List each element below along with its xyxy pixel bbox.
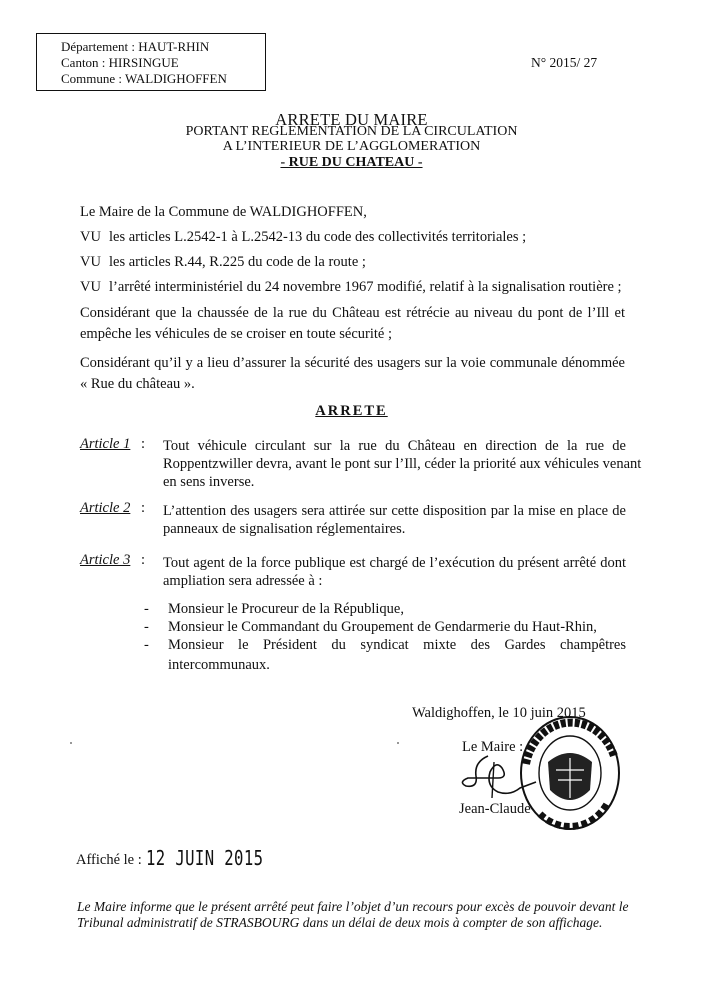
posted-label: Affiché le : [76, 852, 142, 868]
commune-line: Commune : WALDIGHOFFEN [61, 71, 227, 86]
vu-label: VU [80, 229, 101, 245]
vu-text-3: l’arrêté interministériel du 24 novembre 1967 modifié, relatif à la signalisation routière ; [109, 279, 622, 295]
departement-line: Département : HAUT-RHIN [61, 39, 210, 54]
article-1-colon: : [141, 436, 146, 452]
street-name: - RUE DU CHATEAU - [280, 155, 423, 170]
article-3-text [163, 554, 626, 590]
vu-line-2 [80, 254, 366, 271]
article-1-label: Article 1 [80, 436, 131, 452]
article-1-line-1: Tout véhicule circulant sur la rue du Château en direction de la rue de [163, 438, 626, 454]
subtitle-line-3 [0, 155, 703, 171]
recipient-3-line-1: Monsieur le Président du syndicat mixte des Gardes champêtres [168, 637, 626, 653]
vu-label: VU [80, 254, 101, 270]
vu-label: VU [80, 279, 101, 295]
article-2-text [163, 502, 626, 538]
recipient-3-dash: - [144, 637, 149, 653]
article-1-line-3: en sens inverse. [163, 474, 255, 490]
recipient-3-line-2: intercommunaux. [168, 657, 270, 673]
article-2-line-1: L’attention des usagers sera attirée sur cette disposition par la mise en place de [163, 503, 626, 519]
considerant-2-line-1: Considérant qu’il y a lieu d’assurer la sécurité des usagers sur la voie communale dénommée [80, 355, 625, 371]
arrete-heading [0, 403, 703, 420]
considerant-2-line-2: « Rue du château ». [80, 376, 195, 392]
reference-number: N° 2015/ 27 [531, 55, 598, 70]
considerant-1-line-1: Considérant que la chaussée de la rue du Château est rétrécie au niveau du pont de l’Ill et [80, 305, 625, 321]
place-date: Waldighoffen, le 10 juin 2015 [412, 705, 586, 721]
article-2-line-2: panneaux de signalisation réglementaires. [163, 521, 406, 537]
article-3-colon: : [141, 552, 146, 568]
preamble-intro: Le Maire de la Commune de WALDIGHOFFEN, [80, 204, 367, 220]
vu-text-1: les articles L.2542-1 à L.2542-13 du code des collectivités territoriales ; [109, 229, 527, 245]
scan-speck [397, 742, 399, 744]
signatory-title: Le Maire : [462, 739, 524, 755]
recipient-1: Monsieur le Procureur de la République, [168, 601, 404, 617]
appeal-notice [77, 899, 629, 930]
recipient-2: Monsieur le Commandant du Groupement de Gendarmerie du Haut-Rhin, [168, 619, 597, 635]
appeal-notice-line-1: Le Maire informe que le présent arrêté peut faire l’objet d’un recours pour excès de pouvoir devant le [77, 899, 629, 914]
signatory-name: Jean-Claude [459, 801, 531, 817]
appeal-notice-line-2: Tribunal administratif de STRASBOURG dans un délai de deux mois à compter de son affichage. [77, 914, 603, 930]
article-2-colon: : [141, 500, 146, 516]
header-box [36, 33, 266, 91]
subtitle-line-2: A L’INTERIEUR DE L’AGGLOMERATION [222, 139, 481, 154]
recipient-1-dash: - [144, 601, 149, 617]
article-3-line-2: ampliation sera adressée à : [163, 573, 323, 589]
article-1-line-2: Roppentzwiller devra, avant le pont sur l’Ill, céder la priorité aux véhicules venant [163, 456, 642, 472]
vu-line-3 [80, 279, 622, 296]
considerant-1-line-2: empêche les véhicules de se croiser en toute sécurité ; [80, 326, 393, 342]
vu-line-1 [80, 229, 526, 246]
vu-text-2: les articles R.44, R.225 du code de la route ; [109, 254, 366, 270]
arrete-heading-text: ARRETE [315, 403, 388, 419]
scan-speck [70, 742, 72, 744]
posted-date-stamp: 12 JUIN 2015 [146, 846, 264, 870]
recipient-2-dash: - [144, 619, 149, 635]
article-3-label: Article 3 [80, 552, 131, 568]
subtitle-line-1: PORTANT REGLEMENTATION DE LA CIRCULATION [185, 124, 518, 139]
document-title: ARRETE DU MAIRE [275, 110, 428, 129]
canton-line: Canton : HIRSINGUE [61, 55, 179, 70]
article-1-text [163, 437, 642, 491]
mayor-signature [458, 752, 538, 802]
article-3-line-1: Tout agent de la force publique est chargé de l’exécution du présent arrêté dont [163, 555, 626, 571]
article-2-label: Article 2 [80, 500, 131, 516]
